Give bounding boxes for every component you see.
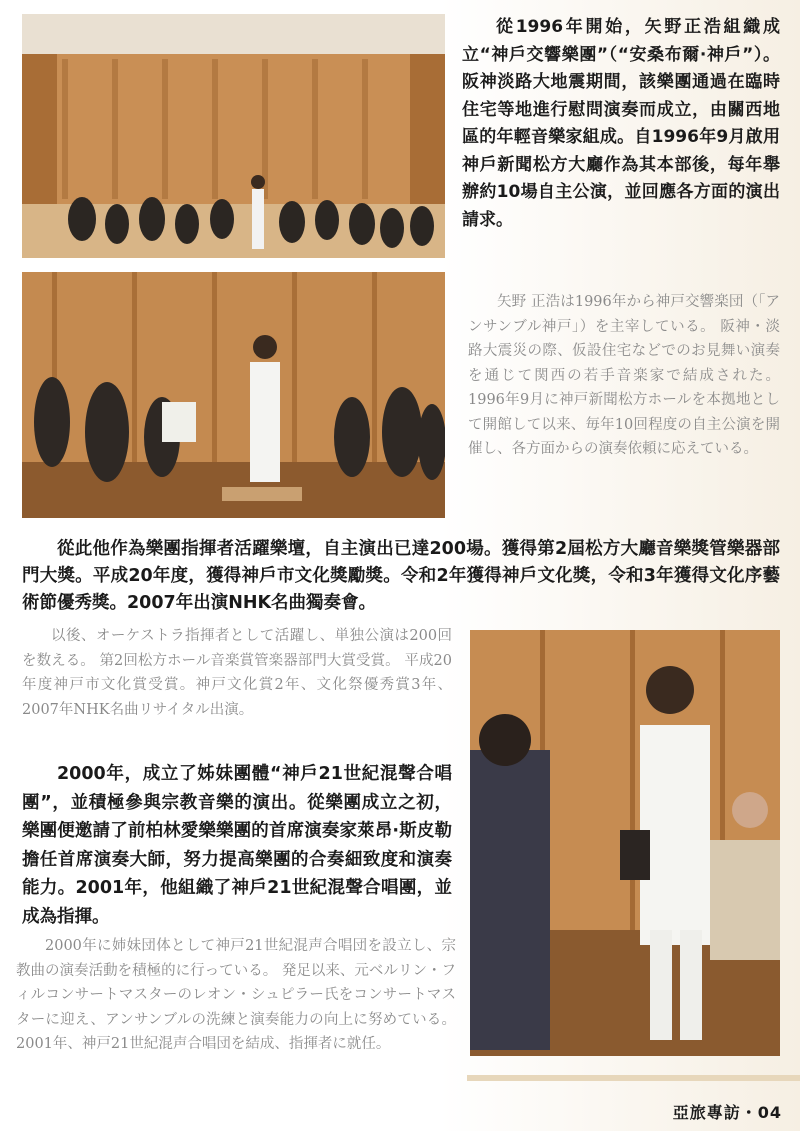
ja-paragraph-1: 矢野 正浩は1996年から神戸交響楽団（「アンサンブル神戸」）を主宰している。 阪神・淡路大震災の際、仮設住宅などでのお見舞い演奏を通じて関西の若手音楽家で結成された。 1996年9月に神戸新聞松方ホールを本拠地として開館して以来、毎年10回程度の自主公演を開催し、各方面からの演奏依頼に応えている。 — [468, 294, 780, 457]
photo-conductor-closeup — [470, 630, 780, 1056]
photo-orchestra-conductor — [22, 272, 445, 518]
footer-accent-bar — [467, 1075, 800, 1081]
zh-paragraph-3: 2000年，成立了姊妹團體“神戶21世紀混聲合唱團”，並積極參與宗教音樂的演出。從樂團成立之初，樂團便邀請了前柏林愛樂樂團的首席演奏家萊昂·斯皮勒擔任首席演奏大師，努力提高樂團的合奏細致度和演奏能力。2001年，他組織了神戶21世紀混聲合唱團，並成為指揮。 — [22, 764, 452, 927]
zh-paragraph-1: 從1996年開始，矢野正浩組織成立“神戶交響樂團”（“安桑布爾·神戶”）。阪神淡路大地震期間，該樂團通過在臨時住宅等地進行慰問演奏而成立，由關西地區的年輕音樂家組成。自1996年9月啟用神戶新聞松方大廳作為其本部後，每年舉辦約10場自主公演，並回應各方面的演出請求。 — [462, 17, 780, 230]
ja-paragraph-3: 2000年に姉妹団体として神戸21世紀混声合唱団を設立し、宗教曲の演奏活動を積極的に行っている。 発足以来、元ベルリン・フィルコンサートマスターのレオン・シュピラー氏をコンサートマスターに迎え、アンサンブルの洗練と演奏能力の向上に努めている。2001年、神戸21世紀混声合唱団を結成、指揮者に就任。 — [16, 938, 456, 1052]
page-footer-label: 亞旅專訪・04 — [672, 1103, 782, 1122]
zh-paragraph-2: 從此他作為樂團指揮者活躍樂壇，自主演出已達200場。獲得第2屆松方大廳音樂獎管樂器部門大獎。平成20年度，獲得神戶市文化獎勵獎。令和2年獲得神戶文化獎，令和3年獲得文化序藝術節優秀獎。2007年出演NHK名曲獨奏會。 — [22, 539, 780, 613]
photo-orchestra-wide — [22, 14, 445, 258]
ja-paragraph-2: 以後、オーケストラ指揮者として活躍し、単独公演は200回を数える。 第2回松方ホール音楽賞管楽器部門大賞受賞。 平成20年度神戸市文化賞受賞。神戸文化賞2年、文化祭優秀賞3年、2007年NHK名曲リサイタル出演。 — [22, 628, 452, 718]
